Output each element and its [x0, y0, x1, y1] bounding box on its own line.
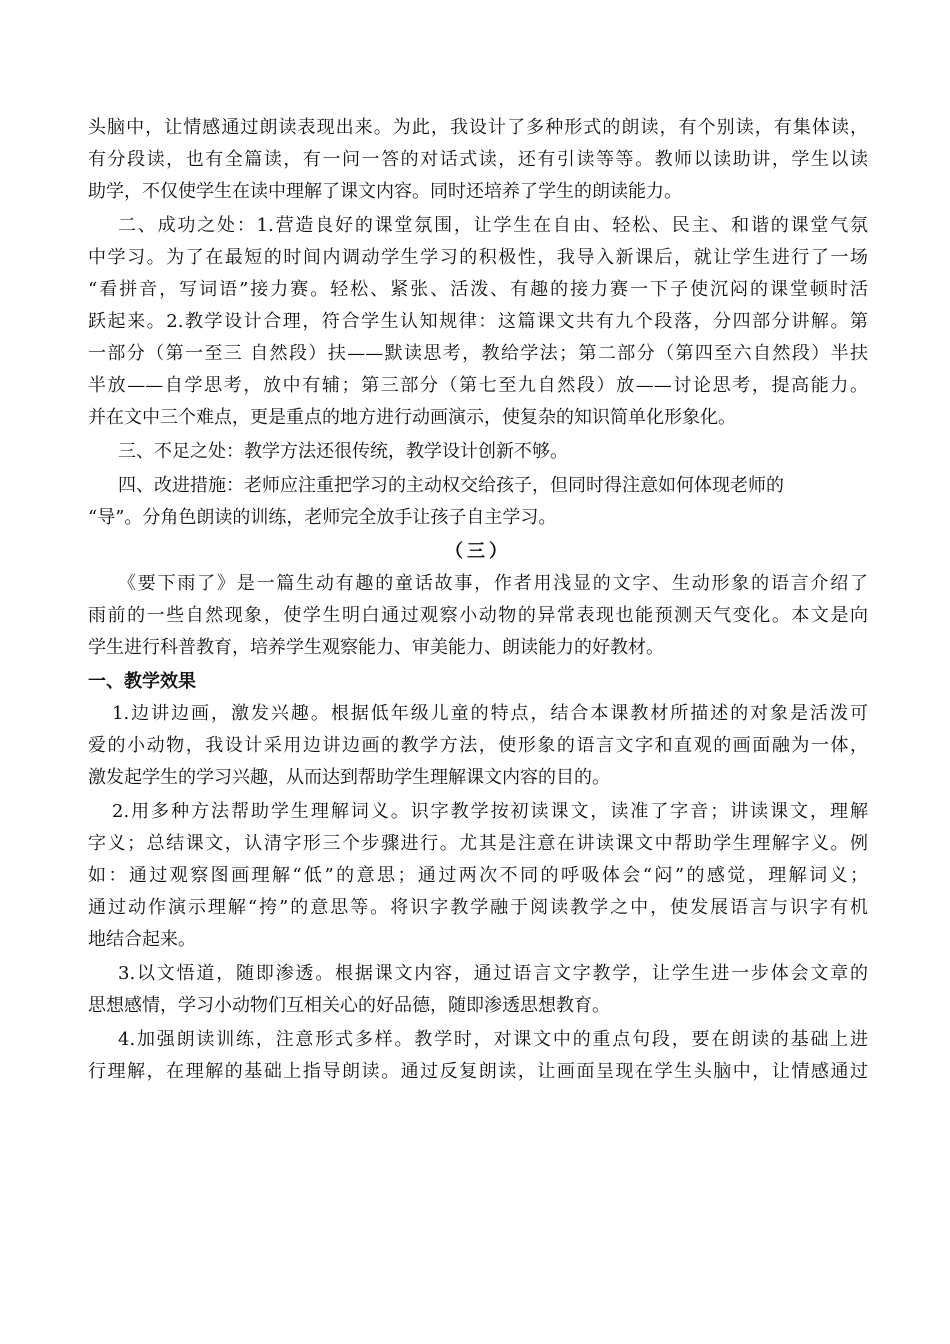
effect-4-paragraph	[88, 1024, 868, 1088]
text-line: 一部分（第一至三 自然段）扶——默读思考，教给学法；第二部分（第四至六自然段）半扶	[88, 343, 868, 364]
text-line: 头脑中，让情感通过朗读表现出来。为此，我设计了多种形式的朗读，有个别读，有集体读，	[88, 117, 868, 138]
text-line: 有分段读，也有全篇读，有一问一答的对话式读，还有引读等等。教师以读助讲，学生以读	[88, 149, 868, 170]
section3-intro-paragraph	[88, 568, 868, 664]
text-line: 雨前的一些自然现象，使学生明白通过观察小动物的异常表现也能预测天气变化。本文是向	[88, 605, 868, 626]
text-line: 地结合起来。	[88, 929, 196, 950]
text-line: 3.以文悟道，随即渗透。根据课文内容，通过语言文字教学，让学生进一步体会文章的	[118, 963, 868, 984]
text-line: 字义；总结课文，认清字形三个步骤进行。尤其是注意在讲读课文中帮助学生理解字义。例	[88, 833, 868, 854]
text-line: 三、不足之处：教学方法还很传统，教学设计创新不够。	[118, 441, 568, 462]
text-line: 助学，不仅使学生在读中理解了课文内容。同时还培养了学生的朗读能力。	[88, 181, 682, 202]
text-line: 半放——自学思考，放中有辅；第三部分（第七至九自然段）放——讨论思考，提高能力。	[88, 375, 868, 396]
section-heading: 一、教学效果	[88, 671, 196, 692]
shortcomings-paragraph	[88, 436, 868, 468]
section-title: （三）	[445, 541, 511, 562]
text-line: 思想感情，学习小动物们互相关心的好品德，随即渗透思想教育。	[88, 995, 610, 1016]
text-line: 跃起来。2.教学设计合理，符合学生认知规律：这篇课文共有九个段落，分四部分讲解。第	[88, 311, 868, 332]
text-line: 2.用多种方法帮助学生理解词义。识字教学按初读课文，读准了字音；讲读课文，理解	[112, 801, 868, 822]
text-line: 并在文中三个难点，更是重点的地方进行动画演示，使复杂的知识简单化形象化。	[88, 407, 736, 428]
improvements-paragraph	[88, 470, 868, 534]
text-line: 中学习。为了在最短的时间内调动学生学习的积极性，我导入新课后，就让学生进行了一场	[88, 247, 868, 268]
document-page	[88, 112, 868, 1090]
text-line: 通过动作演示理解“挎”的意思等。将识字教学融于阅读教学之中，使发展语言与识字有机	[88, 897, 868, 918]
effect-2-paragraph	[88, 796, 868, 956]
text-line: 行理解，在理解的基础上指导朗读。通过反复朗读，让画面呈现在学生头脑中，让情感通过	[88, 1061, 868, 1082]
text-line: “导”。分角色朗读的训练，老师完全放手让孩子自主学习。	[88, 507, 557, 528]
text-line: 二、成功之处：1.营造良好的课堂氛围，让学生在自由、轻松、民主、和谐的课堂气氛	[118, 215, 868, 236]
text-line: 四、改进措施：老师应注重把学习的主动权交给孩子，但同时得注意如何体现老师的	[118, 475, 784, 496]
text-line: 如：通过观察图画理解“低”的意思；通过两次不同的呼吸体会“闷”的感觉，理解词义；	[88, 865, 868, 886]
text-line: “看拼音，写词语”接力赛。轻松、紧张、活泼、有趣的接力赛一下子使沉闷的课堂顿时活	[88, 279, 868, 300]
success-paragraph	[88, 210, 868, 434]
effect-1-paragraph	[88, 698, 868, 794]
text-line: 《要下雨了》是一篇生动有趣的童话故事，作者用浅显的文字、生动形象的语言介绍了	[118, 573, 868, 594]
text-line: 学生进行科普教育，培养学生观察能力、审美能力、朗读能力的好教材。	[88, 637, 664, 658]
text-line: 激发起学生的学习兴趣，从而达到帮助学生理解课文内容的目的。	[88, 767, 610, 788]
effect-3-paragraph	[88, 958, 868, 1022]
text-line: 4.加强朗读训练，注意形式多样。教学时，对课文中的重点句段，要在朗读的基础上进	[118, 1029, 868, 1050]
text-line: 爱的小动物，我设计采用边讲边画的教学方法，使形象的语言文字和直观的画面融为一体，	[88, 735, 868, 756]
intro-paragraph	[88, 112, 868, 208]
text-line: 1.边讲边画，激发兴趣。根据低年级儿童的特点，结合本课教材所描述的对象是活泼可	[112, 703, 868, 724]
